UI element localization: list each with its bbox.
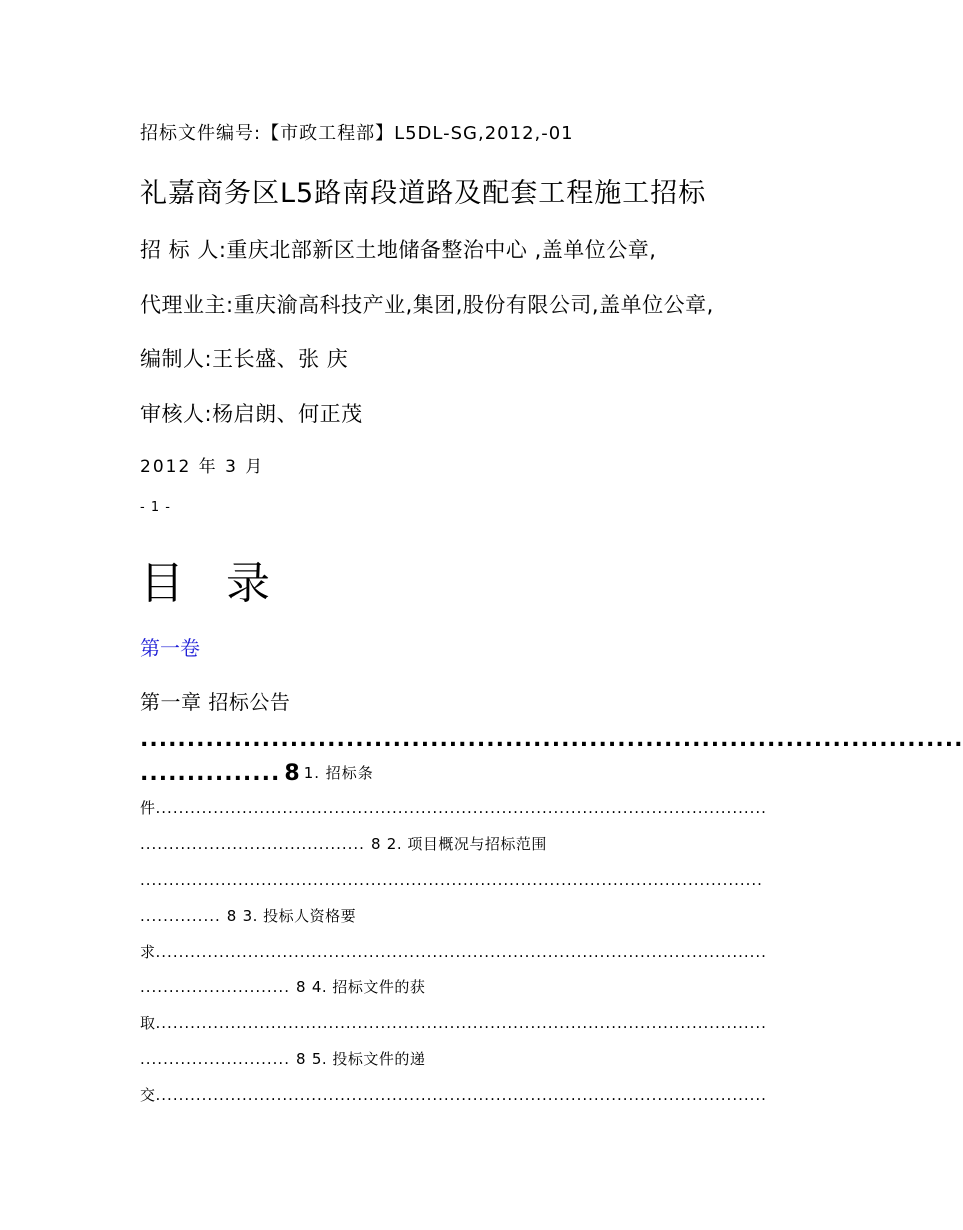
toc-item-1-leader-row (140, 797, 807, 819)
toc-item-4-label[interactable]: 4. 招标文件的获 (311, 978, 426, 996)
toc-volume-link[interactable]: 第一卷 (140, 636, 200, 660)
toc-item-5-row (140, 1048, 807, 1070)
toc-item-3-label[interactable]: 3. 投标人资格要 (242, 907, 357, 925)
toc-item-3-leader-row (140, 941, 807, 963)
toc-item-4-page: 8 (295, 1050, 307, 1068)
toc-item-2-leader-row (140, 869, 807, 891)
toc-item-1-label-tail[interactable]: 件 (140, 799, 156, 817)
dot-leader: .......................................................................................................... (155, 1086, 767, 1104)
toc-item-2-page: 8 (226, 907, 238, 925)
reviewer-line: 审核人:杨启朗、何正茂 (140, 402, 363, 426)
toc-chapter-leader-tail: ............... (140, 761, 281, 786)
toc-item-5-label[interactable]: 5. 投标文件的递 (311, 1050, 426, 1068)
toc-chapter-page-row (140, 758, 807, 789)
toc-chapter-title[interactable]: 第一章 招标公告 (140, 690, 291, 714)
dot-leader: .......................................................................................................... (155, 1014, 767, 1032)
dot-leader: .......................... (140, 978, 290, 996)
toc-item-3-row (140, 905, 807, 927)
dot-leader: .............. (140, 907, 221, 925)
issue-date: 2012 年 3 月 (140, 457, 265, 477)
page-number: - 1 - (140, 500, 171, 515)
toc-item-4-leader-row (140, 1012, 807, 1034)
toc-item-4-row (140, 976, 807, 998)
toc-item-1-label[interactable]: 1. 招标条 (303, 764, 374, 782)
toc-heading: 目 录 (140, 558, 284, 609)
toc-item-1-page: 8 (370, 835, 382, 853)
toc-item-2-label[interactable]: 2. 项目概况与招标范围 (386, 835, 547, 853)
toc-item-5-leader-row (140, 1084, 807, 1106)
dot-leader: .......................................................................................................... (155, 799, 767, 817)
toc-item-3-label-tail[interactable]: 求 (140, 943, 156, 961)
toc-item-2-row (140, 833, 807, 855)
dot-leader: .......................... (140, 1050, 290, 1068)
dot-leader: ............................................................................................................ (140, 871, 763, 889)
agent-line: 代理业主:重庆渝高科技产业,集团,股份有限公司,盖单位公章, (140, 293, 714, 317)
tenderer-line: 招 标 人:重庆北部新区土地储备整治中心 ,盖单位公章, (140, 238, 657, 262)
tender-document-number: 招标文件编号:【市政工程部】L5DL-SG,2012,-01 (140, 123, 574, 144)
dot-leader: .......................................................................................................... (155, 943, 767, 961)
toc-item-4-label-tail[interactable]: 取 (140, 1014, 156, 1032)
dot-leader: ....................................... (140, 835, 365, 853)
toc-chapter-leader: ........................................................................................ (140, 727, 963, 752)
project-title: 礼嘉商务区L5路南段道路及配套工程施工招标 (140, 178, 707, 209)
compiler-line: 编制人:王长盛、张 庆 (140, 347, 349, 371)
toc-chapter-page: 8 (284, 761, 300, 786)
toc-item-3-page: 8 (295, 978, 307, 996)
toc-item-5-label-tail[interactable]: 交 (140, 1086, 156, 1104)
